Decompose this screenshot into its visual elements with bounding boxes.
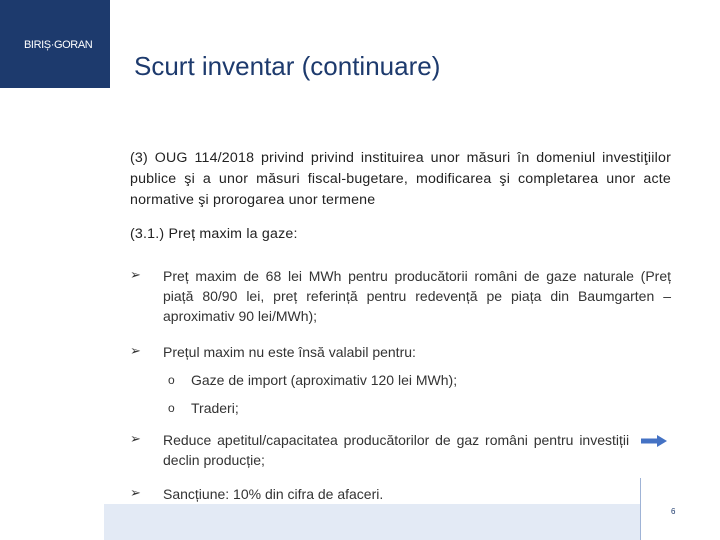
sub-list-item — [130, 370, 671, 390]
circle-bullet-icon: o — [168, 401, 175, 415]
footer-bar — [104, 504, 640, 540]
arrowhead-bullet-icon: ➢ — [130, 344, 141, 359]
logo-text: BIRIȘ·GORAN — [24, 39, 93, 51]
bullet-text: Sancțiune: 10% din cifra de afaceri. — [163, 486, 384, 502]
bullet-item — [130, 266, 671, 326]
footer-divider — [640, 478, 641, 540]
sub-item-text: Gaze de import (aproximativ 120 lei MWh); — [191, 372, 458, 388]
arrowhead-bullet-icon: ➢ — [130, 486, 141, 501]
bullet-item — [130, 484, 671, 504]
slide-content — [130, 148, 671, 504]
subheading: (3.1.) Preț maxim la gaze: — [130, 226, 298, 242]
circle-bullet-icon: o — [168, 373, 175, 387]
sub-list-item — [130, 398, 671, 418]
bullet-text: Preț maxim de 68 lei MWh pentru producătorii români de gaze naturale (Preț piață 80/90 lei, preț referință pentru redevență pe piața din Baumgarten – aproximativ 90 lei/MWh); — [163, 268, 671, 324]
bullet-text: Prețul maxim nu este însă valabil pentru: — [163, 344, 416, 360]
logo-block — [0, 0, 110, 88]
slide-title: Scurt inventar (continuare) — [134, 51, 441, 81]
intro-paragraph: (3) OUG 114/2018 privind privind instituirea unor măsuri în domeniul investiţiilor publice şi a unor măsuri fiscal-bugetare, modificarea şi completarea unor acte normative şi prorogarea unor termene — [130, 150, 671, 208]
bullet-item — [130, 342, 671, 362]
arrowhead-bullet-icon: ➢ — [130, 268, 141, 283]
bullet-text-after-arrow: declin producție; — [163, 452, 265, 468]
sub-item-text: Traderi; — [191, 400, 239, 416]
bullet-item — [130, 430, 671, 470]
right-arrow-icon — [641, 435, 667, 447]
page-number: 6 — [671, 507, 676, 516]
bullet-text-before-arrow: Reduce apetitul/capacitatea producătorilor de gaz români pentru investiții — [163, 432, 630, 448]
arrowhead-bullet-icon: ➢ — [130, 432, 141, 447]
